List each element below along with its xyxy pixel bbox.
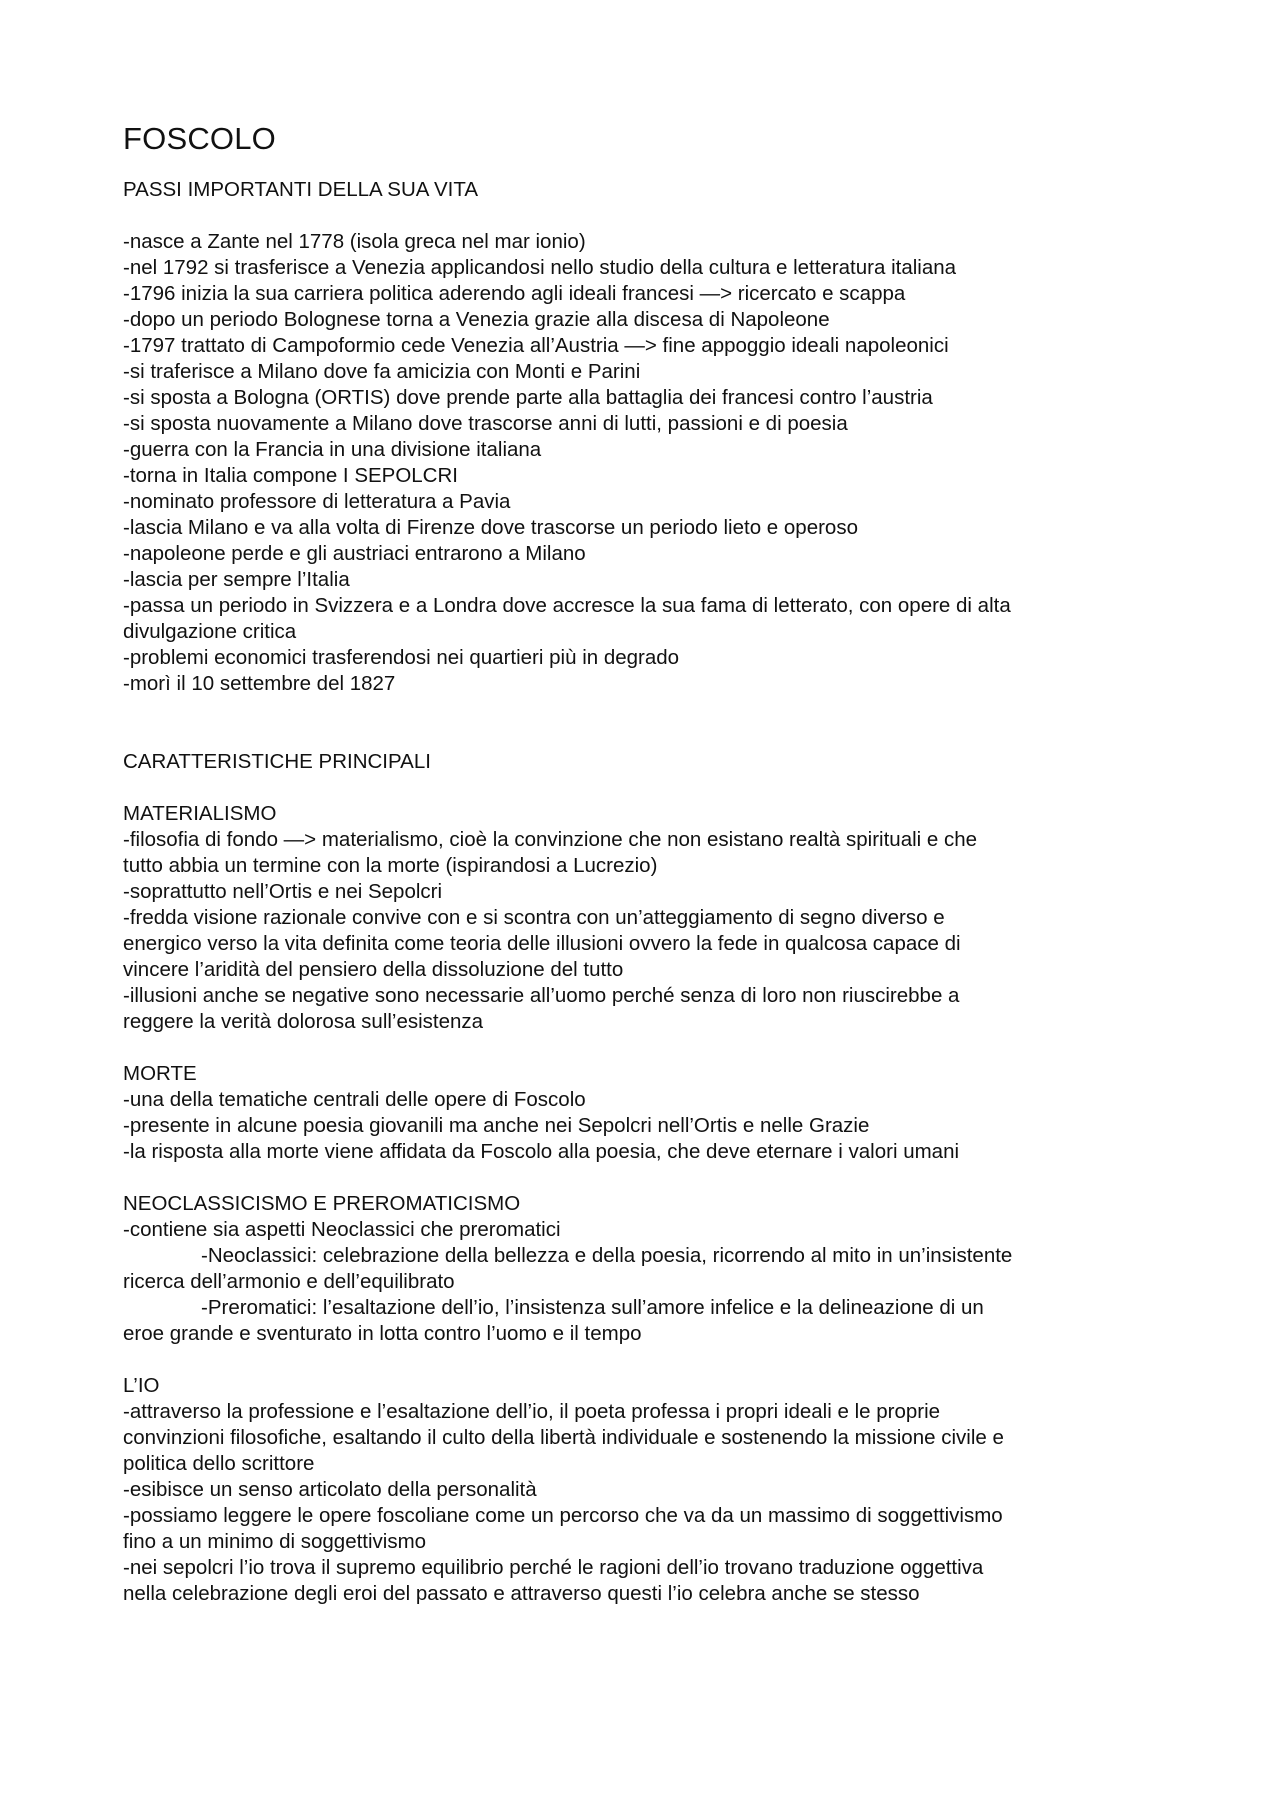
- text-line: -nasce a Zante nel 1778 (isola greca nel mar ionio): [123, 230, 586, 253]
- text-line: divulgazione critica: [123, 620, 297, 643]
- text-line: -una della tematiche centrali delle opere di Foscolo: [123, 1088, 586, 1111]
- subheading-io: L’IO: [123, 1374, 160, 1397]
- text-line: -passa un periodo in Svizzera e a Londra dove accresce la sua fama di letterato, con opere di alta: [123, 594, 1011, 617]
- morte-lines: [123, 1087, 1180, 1165]
- text-line: -filosofia di fondo —> materialismo, cioè la convinzione che non esistano realtà spirituali e che: [123, 828, 978, 851]
- text-line: -problemi economici trasferendosi nei quartieri più in degrado: [123, 646, 680, 669]
- text-line: -illusioni anche se negative sono necessarie all’uomo perché senza di loro non riuscirebbe a: [123, 984, 960, 1007]
- neoclassicismo-lines: [123, 1217, 1180, 1347]
- subheading-morte: MORTE: [123, 1062, 197, 1085]
- subheading-neoclassicismo: NEOCLASSICISMO E PREROMATICISMO: [123, 1192, 521, 1215]
- text-line: -nei sepolcri l’io trova il supremo equilibrio perché le ragioni dell’io trovano traduzione oggettiva: [123, 1556, 984, 1579]
- text-line: -si sposta nuovamente a Milano dove trascorse anni di lutti, passioni e di poesia: [123, 412, 848, 435]
- text-line: -si sposta a Bologna (ORTIS) dove prende parte alla battaglia dei francesi contro l’austria: [123, 386, 933, 409]
- section-heading-life: PASSI IMPORTANTI DELLA SUA VITA: [123, 178, 479, 201]
- indented-line: -Neoclassici: celebrazione della bellezza e della poesia, ricorrendo al mito in un’insistente: [201, 1244, 1013, 1267]
- text-line: -guerra con la Francia in una divisione italiana: [123, 438, 542, 461]
- text-line: -nominato professore di letteratura a Pavia: [123, 490, 511, 513]
- text-line: -dopo un periodo Bolognese torna a Venezia grazie alla discesa di Napoleone: [123, 308, 830, 331]
- text-line: -attraverso la professione e l’esaltazione dell’io, il poeta professa i propri ideali e le proprie: [123, 1400, 941, 1423]
- text-line: nella celebrazione degli eroi del passato e attraverso questi l’io celebra anche se stesso: [123, 1582, 920, 1605]
- text-line: -presente in alcune poesia giovanili ma anche nei Sepolcri nell’Ortis e nelle Grazie: [123, 1114, 870, 1137]
- text-line: -torna in Italia compone I SEPOLCRI: [123, 464, 458, 487]
- spacer: [123, 1035, 1180, 1061]
- text-line: eroe grande e sventurato in lotta contro l’uomo e il tempo: [123, 1322, 642, 1345]
- text-line: politica dello scrittore: [123, 1452, 315, 1475]
- text-line: -1797 trattato di Campoformio cede Venezia all’Austria —> fine appoggio ideali napoleonici: [123, 334, 949, 357]
- io-lines: [123, 1399, 1180, 1607]
- text-line: -nel 1792 si trasferisce a Venezia applicandosi nello studio della cultura e letteratura italiana: [123, 256, 957, 279]
- text-line: -soprattutto nell’Ortis e nei Sepolcri: [123, 880, 443, 903]
- materialismo-lines: [123, 827, 1180, 1035]
- subheading-materialismo: MATERIALISMO: [123, 802, 277, 825]
- text-line: -si traferisce a Milano dove fa amicizia con Monti e Parini: [123, 360, 641, 383]
- text-line: convinzioni filosofiche, esaltando il culto della libertà individuale e sostenendo la missione civile e: [123, 1426, 1004, 1449]
- text-line: -napoleone perde e gli austriaci entrarono a Milano: [123, 542, 586, 565]
- text-line: -esibisce un senso articolato della personalità: [123, 1478, 537, 1501]
- text-line: reggere la verità dolorosa sull’esistenza: [123, 1010, 484, 1033]
- section-heading-features: CARATTERISTICHE PRINCIPALI: [123, 750, 431, 773]
- text-line: -lascia Milano e va alla volta di Firenze dove trascorse un periodo lieto e operoso: [123, 516, 858, 539]
- text-line: -contiene sia aspetti Neoclassici che preromatici: [123, 1218, 561, 1241]
- document-title: FOSCOLO: [123, 121, 276, 156]
- text-line: -lascia per sempre l’Italia: [123, 568, 350, 591]
- life-lines: [123, 229, 1180, 697]
- spacer: [123, 697, 1180, 749]
- text-line: tutto abbia un termine con la morte (ispirandosi a Lucrezio): [123, 854, 658, 877]
- text-line: vincere l’aridità del pensiero della dissoluzione del tutto: [123, 958, 624, 981]
- spacer: [123, 775, 1180, 801]
- text-line: -1796 inizia la sua carriera politica aderendo agli ideali francesi —> ricercato e scappa: [123, 282, 906, 305]
- text-line: fino a un minimo di soggettivismo: [123, 1530, 427, 1553]
- spacer: [123, 203, 1180, 229]
- spacer: [123, 1165, 1180, 1191]
- text-line: -fredda visione razionale convive con e si scontra con un’atteggiamento di segno diverso e: [123, 906, 945, 929]
- text-line: energico verso la vita definita come teoria delle illusioni ovvero la fede in qualcosa capace di: [123, 932, 961, 955]
- spacer: [123, 1347, 1180, 1373]
- text-line: ricerca dell’armonio e dell’equilibrato: [123, 1270, 455, 1293]
- text-line: -morì il 10 settembre del 1827: [123, 672, 396, 695]
- text-line: -la risposta alla morte viene affidata da Foscolo alla poesia, che deve eternare i valori umani: [123, 1140, 960, 1163]
- text-line: -possiamo leggere le opere foscoliane come un percorso che va da un massimo di soggettivismo: [123, 1504, 1003, 1527]
- indented-line: -Preromatici: l’esaltazione dell’io, l’insistenza sull’amore infelice e la delineazione di un: [201, 1296, 984, 1319]
